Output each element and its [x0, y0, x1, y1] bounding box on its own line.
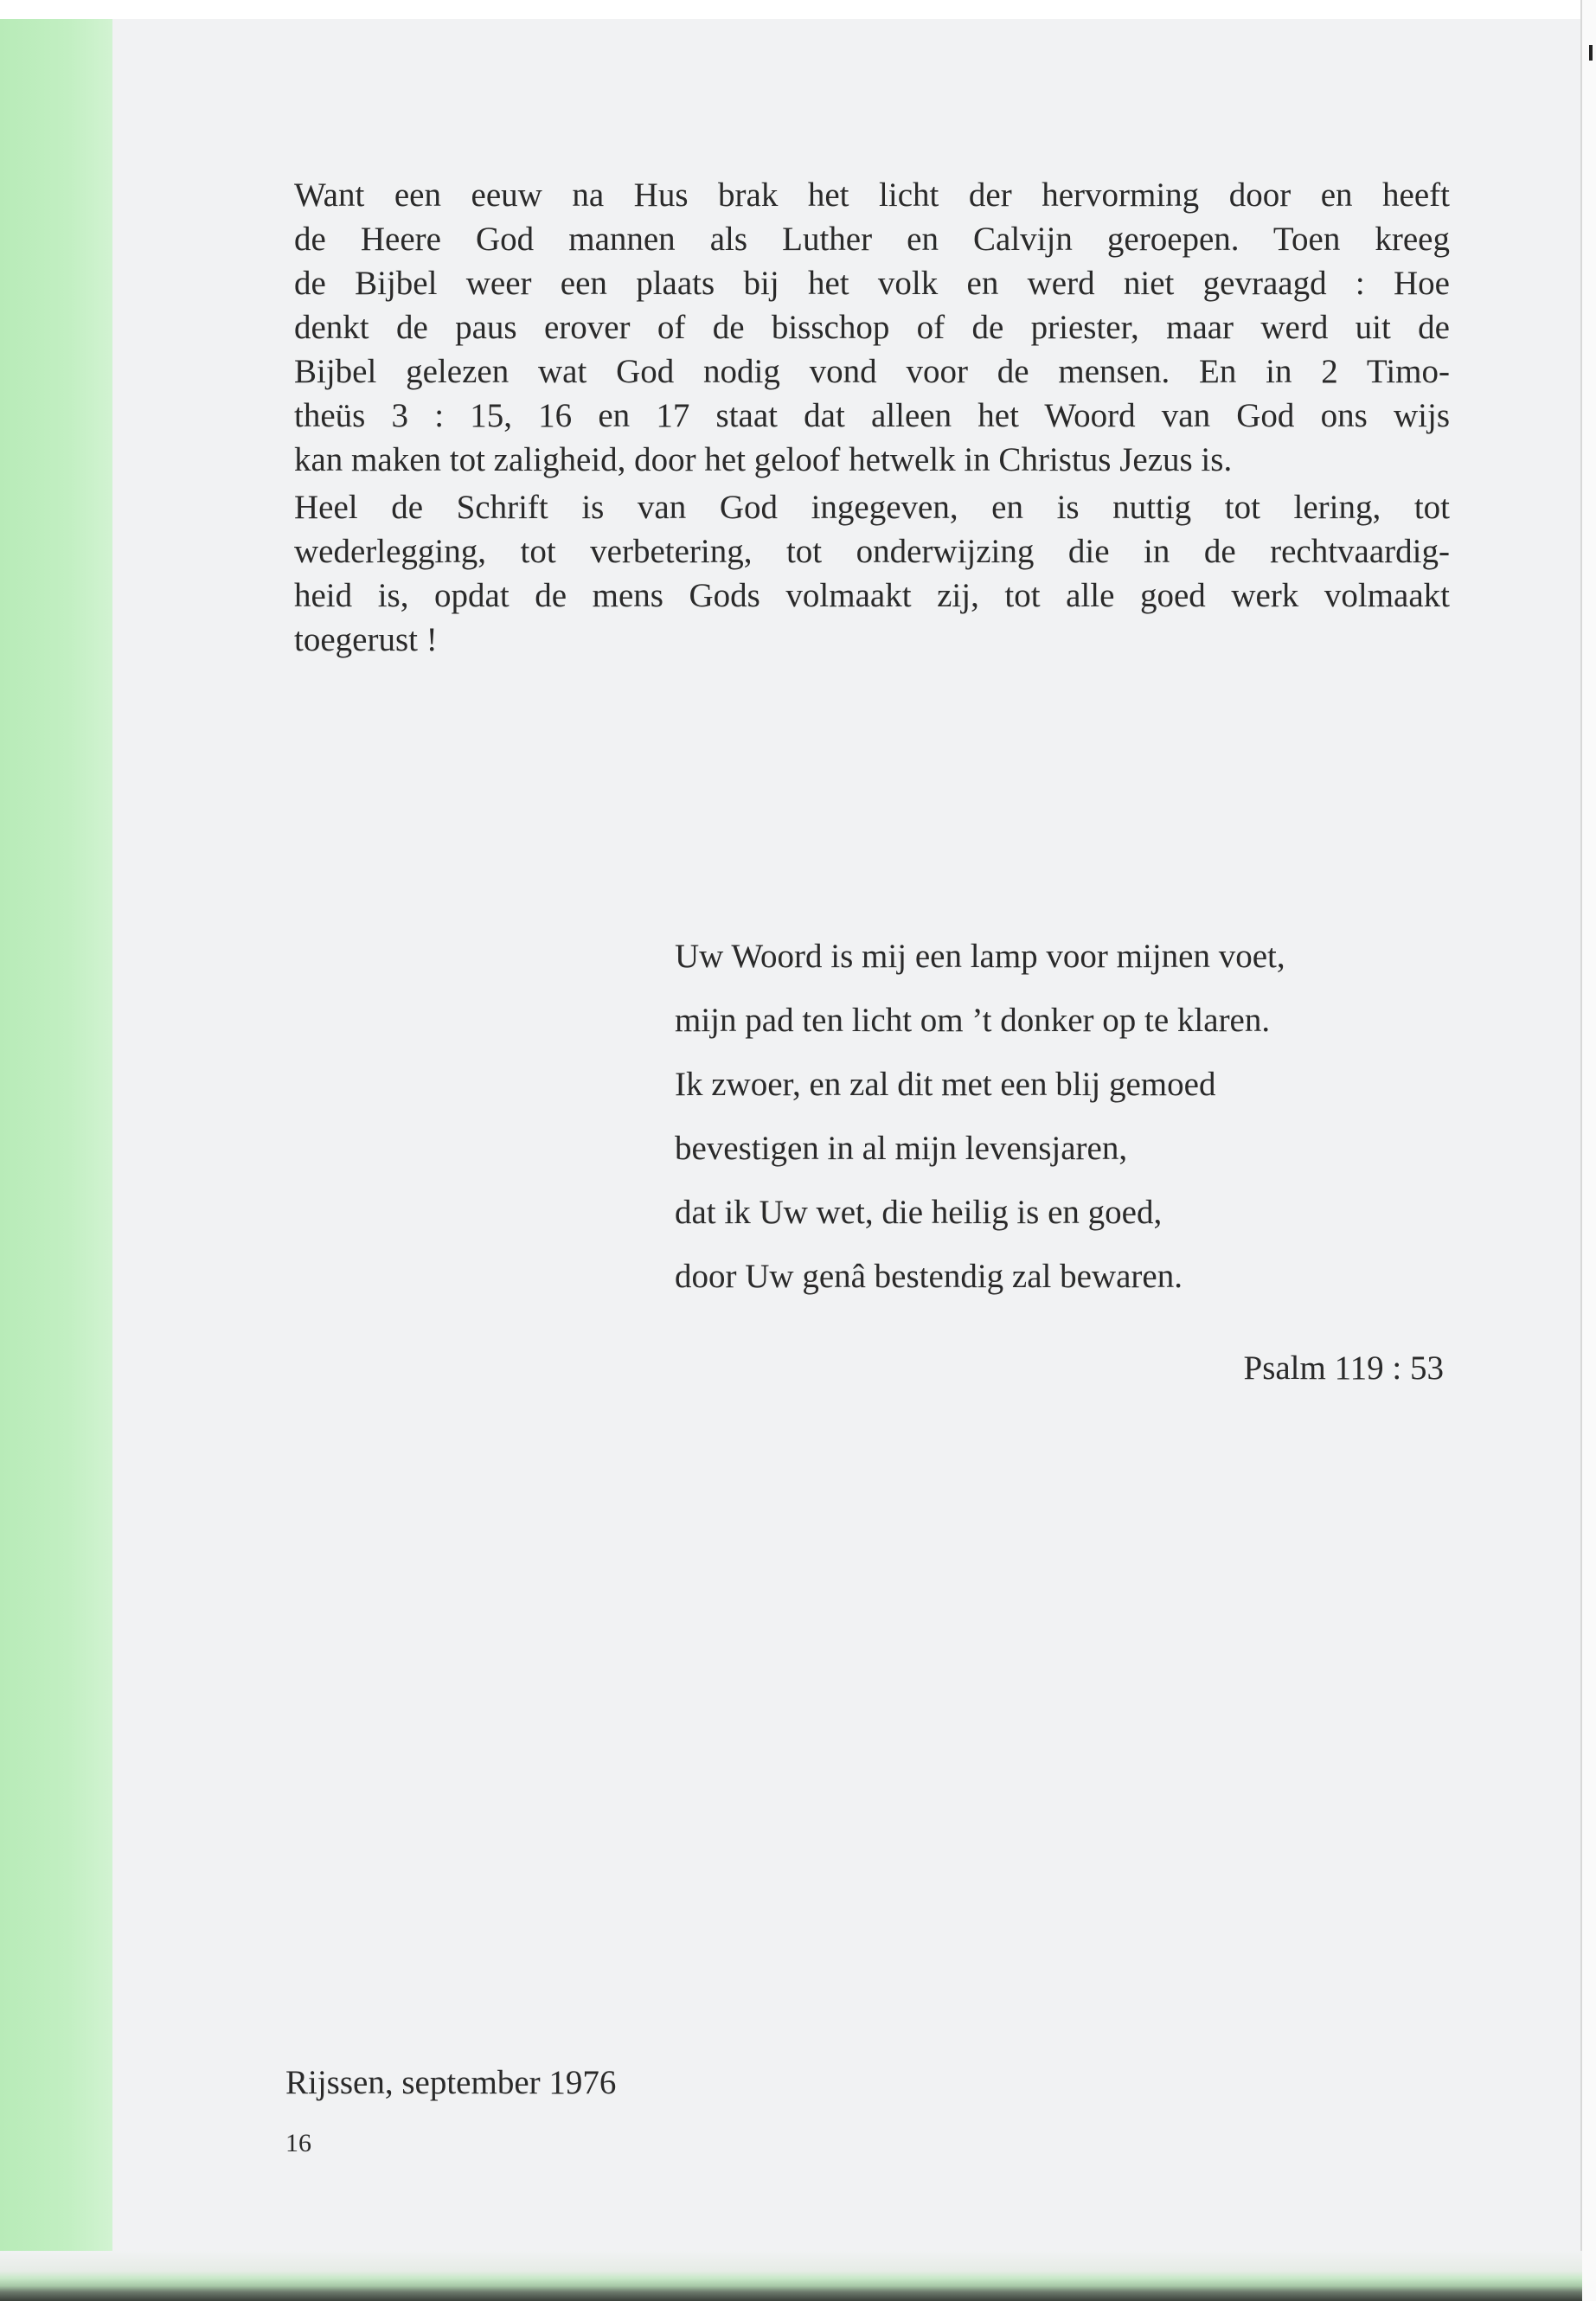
scan-top-margin [0, 0, 1596, 19]
paragraph-hervorming [294, 173, 1450, 482]
scan-edge-mark [1589, 45, 1593, 61]
paragraph-line: kan maken tot zaligheid, door het geloof hetwelk in Christus Jezus is. [294, 441, 1233, 478]
paragraph-line: denkt de paus erover of de bisschop of de priester, maar werd uit de [294, 309, 1450, 346]
page-number: 16 [285, 2129, 311, 2157]
psalm-verse [675, 938, 1285, 1322]
paragraph-line: Heel de Schrift is van God ingegeven, en is nuttig tot lering, tot [294, 489, 1450, 526]
scan-right-edge [1580, 0, 1596, 2301]
paragraph-schrift [294, 485, 1450, 662]
paragraph-line: theüs 3 : 15, 16 en 17 staat dat alleen het Woord van God ons wijs [294, 397, 1450, 434]
place-date: Rijssen, september 1976 [285, 2064, 617, 2101]
paragraph-line: de Heere God mannen als Luther en Calvijn geroepen. Toen kreeg [294, 221, 1450, 258]
poem-line: mijn pad ten licht om ’t donker op te klaren. [675, 1002, 1271, 1039]
poem-line: Uw Woord is mij een lamp voor mijnen voet, [675, 938, 1285, 975]
paragraph-line: toegerust ! [294, 621, 438, 658]
poem-line: dat ik Uw wet, die heilig is en goed, [675, 1194, 1163, 1231]
psalm-reference: Psalm 119 : 53 [1243, 1349, 1444, 1387]
paragraph-line: Bijbel gelezen wat God nodig vond voor de mensen. En in 2 Timo- [294, 353, 1450, 390]
scan-bottom-edge [0, 2251, 1582, 2301]
green-cover-edge [0, 19, 112, 2275]
poem-line: Ik zwoer, en zal dit met een blij gemoed [675, 1066, 1216, 1103]
paragraph-line: heid is, opdat de mens Gods volmaakt zij, tot alle goed werk volmaakt [294, 577, 1450, 614]
paragraph-line: Want een eeuw na Hus brak het licht der hervorming door en heeft [294, 176, 1450, 214]
paragraph-line: de Bijbel weer een plaats bij het volk en werd niet gevraagd : Hoe [294, 265, 1450, 302]
poem-line: bevestigen in al mijn levensjaren, [675, 1130, 1128, 1167]
poem-line: door Uw genâ bestendig zal bewaren. [675, 1258, 1183, 1295]
paragraph-line: wederlegging, tot verbetering, tot onderwijzing die in de rechtvaardig- [294, 533, 1450, 570]
